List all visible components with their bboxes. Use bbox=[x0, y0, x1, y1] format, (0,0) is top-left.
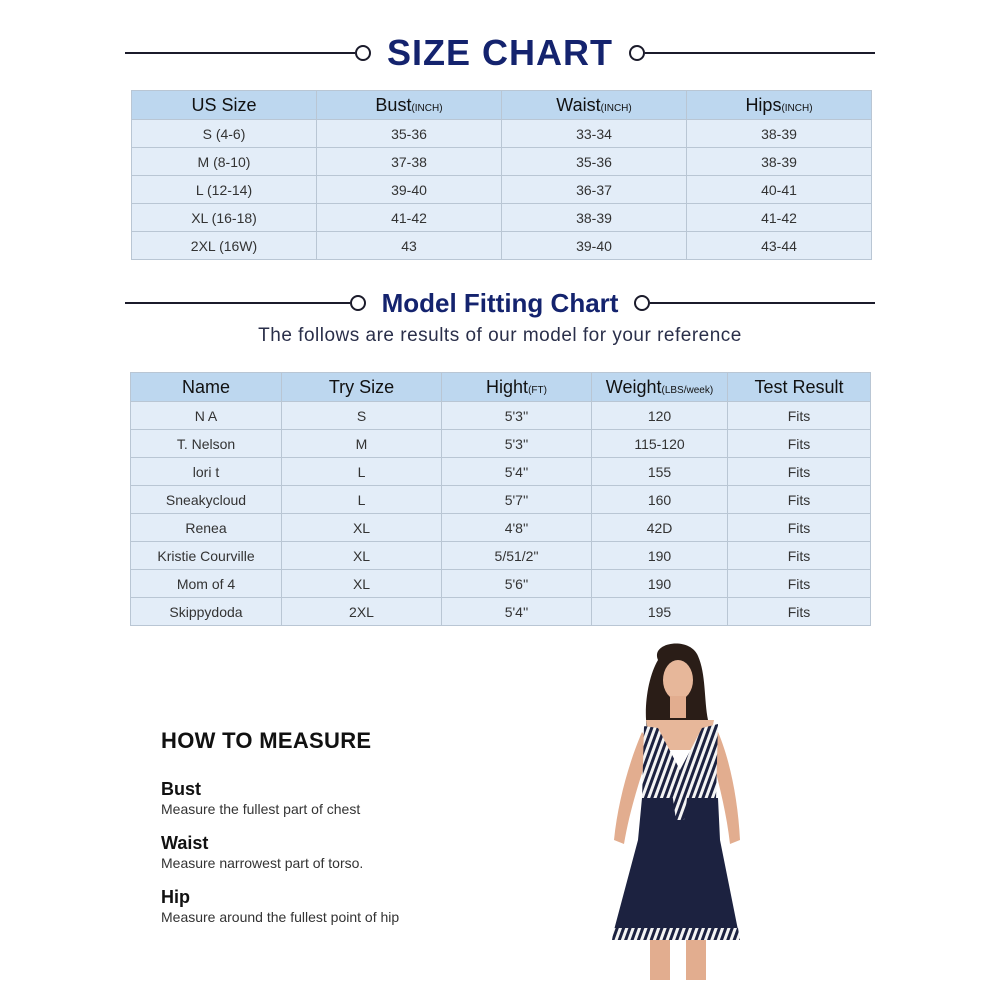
model-neck bbox=[670, 696, 686, 718]
divider-dot-right bbox=[634, 295, 650, 311]
table-cell: 39-40 bbox=[502, 232, 687, 260]
column-header-label: Try Size bbox=[328, 376, 395, 397]
table-cell: Kristie Courville bbox=[131, 542, 282, 570]
size-chart-table bbox=[131, 90, 872, 260]
table-cell: 42D bbox=[592, 514, 728, 542]
measure-item-desc: Measure narrowest part of torso. bbox=[161, 855, 364, 871]
table-cell: 115-120 bbox=[592, 430, 728, 458]
table-cell: 5'3'' bbox=[442, 430, 592, 458]
column-header-label: Bust bbox=[375, 94, 412, 115]
table-cell: 160 bbox=[592, 486, 728, 514]
size-chart-body bbox=[132, 120, 872, 260]
size-row bbox=[132, 176, 872, 204]
column-header-unit: (INCH) bbox=[411, 102, 443, 114]
model-chart-title-row bbox=[125, 284, 875, 322]
column-header bbox=[728, 373, 871, 402]
table-cell: L (12-14) bbox=[132, 176, 317, 204]
model-row bbox=[131, 430, 871, 458]
table-cell: 4'8'' bbox=[442, 514, 592, 542]
table-cell: Fits bbox=[728, 542, 871, 570]
column-header-label: Waist bbox=[556, 94, 601, 115]
column-header bbox=[442, 373, 592, 402]
model-row bbox=[131, 598, 871, 626]
table-cell: Fits bbox=[728, 430, 871, 458]
column-header-unit: (INCH) bbox=[781, 102, 813, 114]
model-row bbox=[131, 570, 871, 598]
table-cell: T. Nelson bbox=[131, 430, 282, 458]
table-cell: 5'6'' bbox=[442, 570, 592, 598]
table-cell: 40-41 bbox=[687, 176, 872, 204]
divider-line-right bbox=[650, 302, 875, 304]
measure-item-title: Bust bbox=[161, 779, 201, 799]
table-cell: 38-39 bbox=[687, 120, 872, 148]
model-hem bbox=[612, 928, 740, 940]
table-cell: Fits bbox=[728, 402, 871, 430]
table-cell: 190 bbox=[592, 542, 728, 570]
table-cell: 37-38 bbox=[317, 148, 502, 176]
model-row bbox=[131, 542, 871, 570]
column-header bbox=[502, 91, 687, 120]
column-header-label: Test Result bbox=[754, 376, 844, 397]
table-cell: 190 bbox=[592, 570, 728, 598]
column-header-label: Hips bbox=[745, 94, 782, 115]
divider-dot-left bbox=[355, 45, 371, 61]
table-cell: XL bbox=[282, 570, 442, 598]
size-chart-title-row bbox=[125, 30, 875, 76]
table-cell: 120 bbox=[592, 402, 728, 430]
table-cell: 5'4'' bbox=[442, 598, 592, 626]
model-chart-header-row bbox=[131, 373, 871, 402]
table-cell: XL bbox=[282, 542, 442, 570]
table-cell: L bbox=[282, 458, 442, 486]
table-cell: 38-39 bbox=[687, 148, 872, 176]
table-cell: Fits bbox=[728, 598, 871, 626]
model-chart-table bbox=[130, 372, 871, 626]
measure-item-desc: Measure the fullest part of chest bbox=[161, 801, 361, 817]
table-cell: M bbox=[282, 430, 442, 458]
table-cell: 43 bbox=[317, 232, 502, 260]
table-cell: 41-42 bbox=[317, 204, 502, 232]
column-header bbox=[282, 373, 442, 402]
column-header-label: US Size bbox=[191, 94, 257, 115]
column-header bbox=[592, 373, 728, 402]
table-cell: 5'4'' bbox=[442, 458, 592, 486]
table-cell: 5/51/2" bbox=[442, 542, 592, 570]
model-row bbox=[131, 514, 871, 542]
measure-item-bust bbox=[161, 778, 501, 818]
table-cell: 2XL bbox=[282, 598, 442, 626]
column-header bbox=[131, 373, 282, 402]
table-cell: Fits bbox=[728, 570, 871, 598]
table-cell: 39-40 bbox=[317, 176, 502, 204]
size-row bbox=[132, 120, 872, 148]
table-cell: 43-44 bbox=[687, 232, 872, 260]
table-cell: 155 bbox=[592, 458, 728, 486]
how-to-measure-section bbox=[161, 728, 501, 940]
table-cell: lori t bbox=[131, 458, 282, 486]
model-chart-subtitle: The follows are results of our model for your reference bbox=[258, 325, 742, 346]
model-face bbox=[663, 660, 693, 700]
table-cell: Fits bbox=[728, 514, 871, 542]
column-header-label: Weight bbox=[605, 376, 662, 397]
column-header-unit: (FT) bbox=[528, 384, 547, 396]
table-cell: 38-39 bbox=[502, 204, 687, 232]
table-cell: 5'3'' bbox=[442, 402, 592, 430]
table-cell: Sneakycloud bbox=[131, 486, 282, 514]
table-cell: Renea bbox=[131, 514, 282, 542]
table-cell: 33-34 bbox=[502, 120, 687, 148]
column-header bbox=[687, 91, 872, 120]
divider-line-left bbox=[125, 302, 350, 304]
measure-item-hip bbox=[161, 886, 501, 926]
column-header-label: Name bbox=[181, 376, 230, 397]
table-cell: Skippydoda bbox=[131, 598, 282, 626]
size-row bbox=[132, 232, 872, 260]
model-row bbox=[131, 486, 871, 514]
size-chart-header-row bbox=[132, 91, 872, 120]
table-cell: Fits bbox=[728, 458, 871, 486]
model-chart-title: Model Fitting Chart bbox=[381, 287, 619, 318]
model-chart-body bbox=[131, 402, 871, 626]
size-row bbox=[132, 148, 872, 176]
how-to-measure-title: HOW TO MEASURE bbox=[161, 728, 372, 753]
table-cell: M (8-10) bbox=[132, 148, 317, 176]
divider-dot-left bbox=[350, 295, 366, 311]
table-cell: 41-42 bbox=[687, 204, 872, 232]
divider-dot-right bbox=[629, 45, 645, 61]
table-cell: 2XL (16W) bbox=[132, 232, 317, 260]
model-row bbox=[131, 402, 871, 430]
column-header-unit: (LBS/week) bbox=[661, 384, 714, 396]
divider-line-left bbox=[125, 52, 355, 54]
table-cell: 5'7'' bbox=[442, 486, 592, 514]
model-leg-right bbox=[686, 940, 706, 980]
table-cell: N A bbox=[131, 402, 282, 430]
table-cell: S (4-6) bbox=[132, 120, 317, 148]
column-header-label: Hight bbox=[486, 376, 529, 397]
measure-item-title: Waist bbox=[161, 833, 209, 853]
table-cell: 36-37 bbox=[502, 176, 687, 204]
table-cell: Fits bbox=[728, 486, 871, 514]
model-photo bbox=[580, 640, 780, 980]
measure-item-desc: Measure around the fullest point of hip bbox=[161, 909, 400, 925]
table-cell: Mom of 4 bbox=[131, 570, 282, 598]
table-cell: L bbox=[282, 486, 442, 514]
table-cell: 35-36 bbox=[502, 148, 687, 176]
table-cell: 195 bbox=[592, 598, 728, 626]
table-cell: XL bbox=[282, 514, 442, 542]
model-row bbox=[131, 458, 871, 486]
column-header-unit: (INCH) bbox=[600, 102, 632, 114]
size-row bbox=[132, 204, 872, 232]
model-leg-left bbox=[650, 940, 670, 980]
size-chart-title: SIZE CHART bbox=[387, 32, 613, 73]
measure-item-waist bbox=[161, 832, 501, 872]
table-cell: 35-36 bbox=[317, 120, 502, 148]
column-header bbox=[132, 91, 317, 120]
divider-line-right bbox=[645, 52, 875, 54]
measure-item-title: Hip bbox=[161, 887, 190, 907]
column-header bbox=[317, 91, 502, 120]
table-cell: XL (16-18) bbox=[132, 204, 317, 232]
table-cell: S bbox=[282, 402, 442, 430]
